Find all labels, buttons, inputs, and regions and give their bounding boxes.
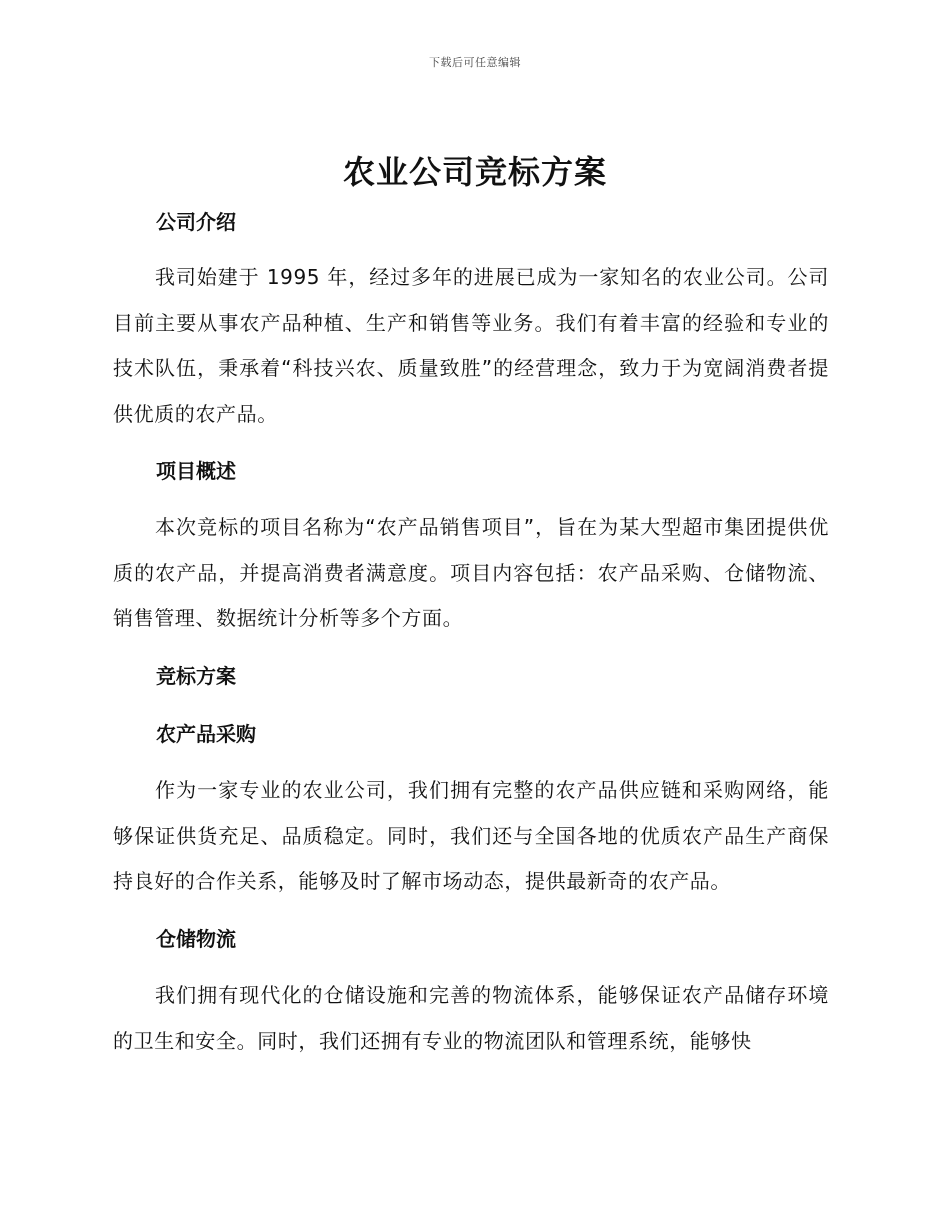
heading-company-intro: 公司介绍 (156, 210, 236, 234)
heading-bid-plan: 竞标方案 (156, 664, 236, 688)
paragraph-company-intro: 我司始建于 1995 年，经过多年的进展已成为一家知名的农业公司。公司目前主要从事农产品种植、生产和销售等业务。我们有着丰富的经验和专业的技术队伍，秉承着“科技兴农、质量致胜”的经营理念，致力于为宽阔消费者提供优质的农产品。 (113, 265, 829, 426)
heading-project-overview: 项目概述 (156, 459, 236, 483)
heading-procurement: 农产品采购 (156, 722, 256, 746)
document-title: 农业公司竞标方案 (342, 153, 607, 191)
paragraph-project-overview: 本次竞标的项目名称为“农产品销售项目”，旨在为某大型超市集团提供优质的农产品，并提高消费者满意度。项目内容包括：农产品采购、仓储物流、销售管理、数据统计分析等多个方面。 (113, 515, 829, 630)
header-note: 下载后可任意编辑 (429, 56, 521, 69)
paragraph-procurement: 作为一家专业的农业公司，我们拥有完整的农产品供应链和采购网络，能够保证供货充足、品质稳定。同时，我们还与全国各地的优质农产品生产商保持良好的合作关系，能够及时了解市场动态，提供最新奇的农产品。 (113, 778, 829, 893)
paragraph-logistics: 我们拥有现代化的仓储设施和完善的物流体系，能够保证农产品储存环境的卫生和安全。同时，我们还拥有专业的物流团队和管理系统，能够快 (113, 983, 829, 1053)
heading-logistics: 仓储物流 (156, 927, 236, 951)
